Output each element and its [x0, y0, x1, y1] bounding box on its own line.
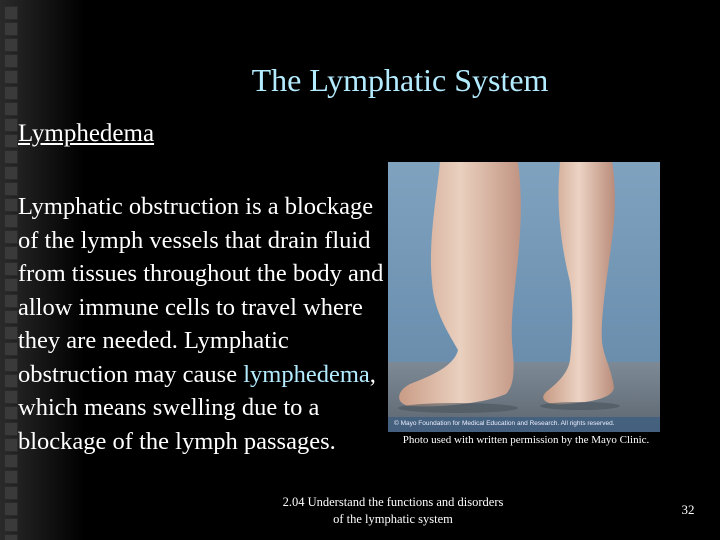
decorative-square [4, 454, 18, 468]
decorative-square [4, 422, 18, 436]
decorative-square [4, 518, 18, 532]
section-heading: Lymphedema [18, 120, 155, 147]
page-number: 32 [681, 502, 695, 517]
decorative-square [4, 246, 18, 260]
footer-text: 2.04 Understand the functions and disorders of the lymphatic system [282, 495, 504, 526]
decorative-square [4, 150, 18, 164]
decorative-square [4, 22, 18, 36]
highlighted-term: lymphedema [243, 360, 370, 388]
body-text-end: , which means swelling due to a blockage of the lymph passages. [18, 360, 376, 455]
decorative-square [4, 342, 18, 356]
photo-copyright: © Mayo Foundation for Medical Education and Research. All rights reserved. [394, 420, 615, 427]
decorative-square [4, 166, 18, 180]
decorative-square [4, 406, 18, 420]
decorative-square [4, 182, 18, 196]
decorative-square [4, 390, 18, 404]
legs-illustration [388, 162, 660, 432]
decorative-square [4, 358, 18, 372]
decorative-square [4, 262, 18, 276]
decorative-square [4, 6, 18, 20]
slide-title: The Lymphatic System [251, 62, 549, 98]
decorative-square [4, 278, 18, 292]
decorative-square [4, 102, 18, 116]
decorative-square [4, 54, 18, 68]
photo-caption: Photo used with written permission by the Mayo Clinic. [402, 434, 650, 446]
decorative-square [4, 438, 18, 452]
decorative-square [4, 326, 18, 340]
decorative-square [4, 198, 18, 212]
decorative-square [4, 38, 18, 52]
decorative-square [4, 70, 18, 84]
decorative-square [4, 310, 18, 324]
decorative-square [4, 86, 18, 100]
decorative-square [4, 502, 18, 516]
decorative-square [4, 134, 18, 148]
body-paragraph [18, 190, 398, 458]
decorative-square [4, 118, 18, 132]
decorative-square [4, 534, 18, 540]
lymphedema-leg-photo [388, 162, 660, 432]
decorative-square [4, 214, 18, 228]
decorative-square [4, 470, 18, 484]
decorative-square [4, 374, 18, 388]
decorative-square [4, 486, 18, 500]
decorative-square [4, 294, 18, 308]
body-text-start: Lymphatic obstruction is a blockage of the lymph vessels that drain fluid from tissues throughout the body and allow immune cells to travel where they are needed. Lymphatic obstruction may cause [18, 193, 384, 388]
decorative-square [4, 230, 18, 244]
